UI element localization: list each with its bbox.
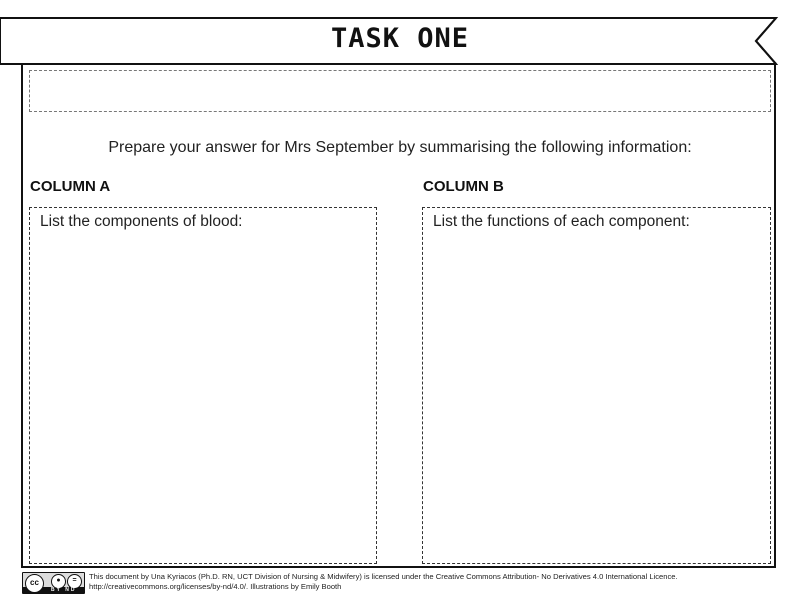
nd-icon: = [67,574,82,589]
cc-icon: cc [25,574,44,593]
column-b-answer-box[interactable] [422,207,771,564]
cc-badge-labels: BY ND [51,587,77,593]
footer [22,572,782,598]
column-a-prompt: List the components of blood: [40,213,243,230]
page-title: TASK ONE [330,23,470,54]
by-icon: ● [51,574,66,589]
column-a-heading: COLUMN A [30,178,111,195]
column-a-answer-box[interactable] [29,207,377,564]
cc-license-badge[interactable] [22,572,85,594]
instruction-text: Prepare your answer for Mrs September by summarising the following information: [108,139,692,156]
license-text [89,572,784,591]
license-line-2[interactable]: http://creativecommons.org/licenses/by-nd/4.0/. Illustrations by Emily Booth [89,581,342,591]
name-entry-box[interactable] [29,70,771,112]
license-line-1: This document by Una Kyriacos (Ph.D. RN, UCT Division of Nursing & Midwifery) is licensed under the Creative Commons Attribution- No Derivatives 4.0 International Licence. [89,572,678,581]
column-b-prompt: List the functions of each component: [433,213,690,230]
column-b-heading: COLUMN B [423,178,504,195]
